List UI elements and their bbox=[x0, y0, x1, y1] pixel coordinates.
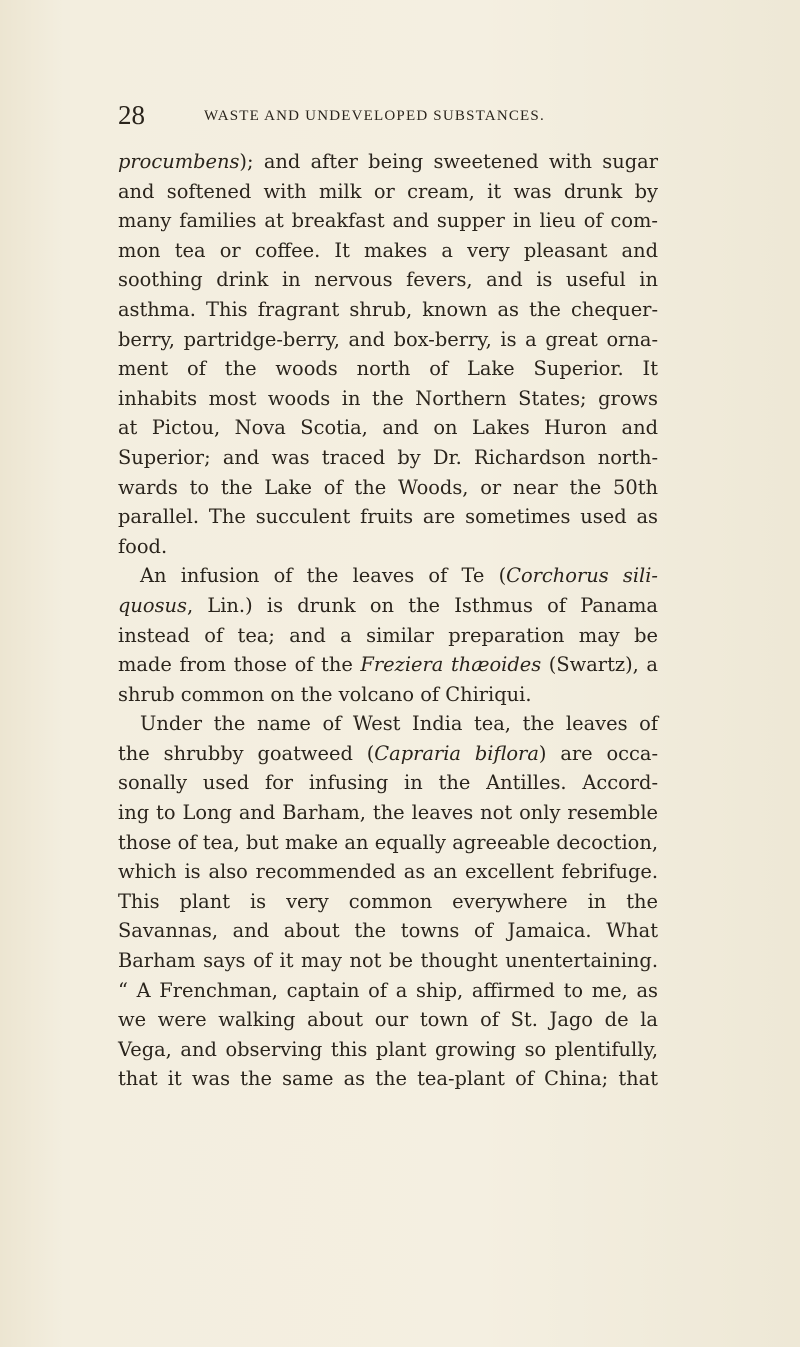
text-segment: and softened with milk or cream, it was drunk by bbox=[118, 179, 658, 203]
text-segment: asthma. This fragrant shrub, known as the chequer- bbox=[118, 297, 658, 321]
text-segment: (Swartz), a bbox=[541, 653, 658, 677]
text-segment: inhabits most woods in the Northern States; grows bbox=[118, 386, 658, 410]
text-line bbox=[118, 561, 658, 591]
text-segment: Savannas, and about the towns of Jamaica. What bbox=[118, 919, 658, 943]
text-segment: sonally used for infusing in the Antilles. Accord- bbox=[118, 771, 658, 795]
text-segment: ); and after being sweetened with sugar bbox=[239, 150, 658, 173]
text-segment: An infusion of the leaves of Te ( bbox=[140, 564, 507, 588]
text-line bbox=[118, 354, 658, 384]
text-line bbox=[118, 946, 658, 976]
text-line bbox=[118, 206, 658, 236]
text-segment: made from those of the bbox=[118, 653, 361, 677]
text-line bbox=[118, 236, 658, 266]
text-line bbox=[118, 1005, 658, 1035]
text-segment: ) are occa- bbox=[538, 741, 658, 765]
text-segment: which is also recommended as an excellent febrifuge. bbox=[118, 860, 658, 884]
text-segment: Under the name of West India tea, the leaves of bbox=[140, 712, 658, 736]
text-segment: food. bbox=[118, 534, 168, 558]
text-segment: instead of tea; and a similar preparation may be bbox=[118, 623, 658, 647]
text-line bbox=[118, 384, 658, 414]
italic-text: procumbens bbox=[118, 150, 240, 173]
text-line bbox=[118, 325, 658, 355]
body-text bbox=[118, 147, 658, 1094]
italic-text: Corchorus sili- bbox=[506, 564, 658, 588]
text-line bbox=[118, 916, 658, 946]
text-line bbox=[118, 680, 658, 710]
text-segment: berry, partridge-berry, and box-berry, is a great orna- bbox=[118, 327, 658, 351]
text-line bbox=[118, 798, 658, 828]
text-segment: that it was the same as the tea-plant of China; that bbox=[118, 1067, 658, 1091]
text-line bbox=[118, 443, 658, 473]
text-segment: we were walking about our town of St. Jago de la bbox=[118, 1008, 658, 1032]
text-line bbox=[118, 768, 658, 798]
text-segment: , Lin.) is drunk on the Isthmus of Panama bbox=[186, 593, 658, 617]
text-line bbox=[118, 739, 658, 769]
text-segment: Superior; and was traced by Dr. Richardson north- bbox=[118, 445, 658, 469]
text-segment: the shrubby goatweed ( bbox=[118, 741, 375, 765]
text-segment: ing to Long and Barham, the leaves not only resemble bbox=[118, 801, 658, 825]
text-segment: This plant is very common everywhere in the bbox=[118, 889, 658, 913]
italic-text: quosus bbox=[118, 593, 187, 617]
text-line bbox=[118, 621, 658, 651]
text-line bbox=[118, 177, 658, 207]
text-line bbox=[118, 502, 658, 532]
text-segment: shrub common on the volcano of Chiriqui. bbox=[118, 682, 532, 706]
text-segment: those of tea, but make an equally agreeable decoction, bbox=[118, 830, 658, 854]
text-line bbox=[118, 532, 658, 562]
running-head: WASTE AND UNDEVELOPED SUBSTANCES. bbox=[204, 108, 545, 124]
text-segment: many families at breakfast and supper in lieu of com- bbox=[118, 209, 658, 233]
text-line bbox=[118, 265, 658, 295]
italic-text: Capraria biflora bbox=[374, 741, 539, 765]
text-segment: soothing drink in nervous fevers, and is useful in bbox=[118, 268, 658, 292]
text-line bbox=[118, 413, 658, 443]
text-line bbox=[118, 650, 658, 680]
text-line bbox=[118, 828, 658, 858]
text-line bbox=[118, 295, 658, 325]
text-line bbox=[118, 147, 658, 177]
text-segment: mon tea or coffee. It makes a very pleasant and bbox=[118, 238, 658, 262]
text-segment: “ A Frenchman, captain of a ship, affirmed to me, as bbox=[118, 978, 658, 1002]
text-line bbox=[118, 976, 658, 1006]
italic-text: Freziera thæoides bbox=[360, 653, 542, 677]
text-line bbox=[118, 857, 658, 887]
text-line bbox=[118, 1064, 658, 1094]
text-segment: wards to the Lake of the Woods, or near the 50th bbox=[118, 475, 658, 499]
page-header bbox=[118, 100, 678, 130]
text-segment: ment of the woods north of Lake Superior. It bbox=[118, 357, 658, 381]
text-line bbox=[118, 473, 658, 503]
text-line bbox=[118, 591, 658, 621]
text-line bbox=[118, 887, 658, 917]
text-segment: Barham says of it may not be thought unentertaining. bbox=[118, 949, 658, 973]
page-number: 28 bbox=[118, 100, 145, 130]
text-segment: at Pictou, Nova Scotia, and on Lakes Huron and bbox=[118, 416, 658, 440]
text-segment: Vega, and observing this plant growing so plentifully, bbox=[118, 1037, 658, 1061]
text-segment: parallel. The succulent fruits are sometimes used as bbox=[118, 505, 658, 529]
text-line bbox=[118, 709, 658, 739]
text-line bbox=[118, 1035, 658, 1065]
